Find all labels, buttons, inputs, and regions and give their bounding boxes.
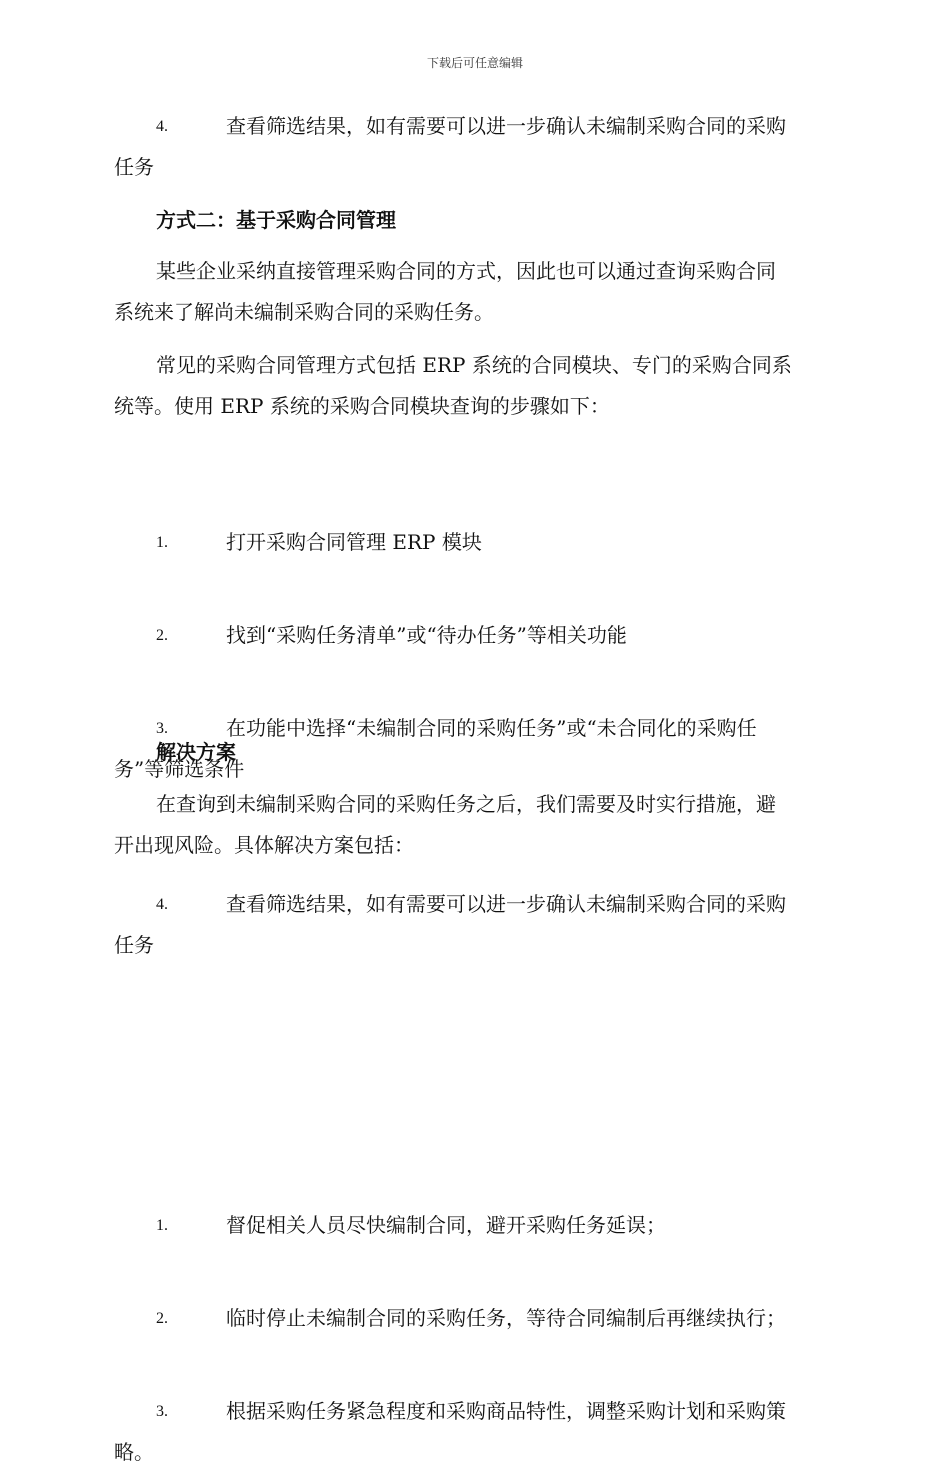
paragraph-line: 系统来了解尚未编制采购合同的采购任务。 — [114, 300, 494, 324]
page-header: 下载后可任意编辑 — [426, 56, 523, 70]
paragraph-line: 开出现风险。具体解决方案包括： — [114, 833, 414, 857]
list-text-continued: 任务 — [114, 933, 154, 957]
paragraph — [114, 251, 832, 333]
list-text-continued: 略。 — [114, 1440, 154, 1464]
list-item — [114, 1391, 832, 1473]
list-number: 3. — [156, 1403, 168, 1420]
list-number: 1. — [156, 1217, 168, 1234]
paragraph-line: 统等。使用 ERP 系统的采购合同模块查询的步骤如下： — [114, 394, 610, 418]
paragraph-line: 在查询到未编制采购合同的采购任务之后，我们需要及时实行措施，避 — [156, 792, 776, 816]
list-number: 2. — [156, 627, 168, 644]
list-text: 找到“采购任务清单”或“待办任务”等相关功能 — [226, 623, 627, 647]
paragraph — [114, 784, 832, 866]
list-item — [114, 615, 832, 656]
section-heading: 方式二：基于采购合同管理 — [156, 208, 396, 232]
list-number: 4. — [156, 896, 168, 913]
list-item — [114, 106, 832, 188]
list-item — [114, 1205, 832, 1246]
list-item — [114, 884, 832, 966]
list-text: 查看筛选结果，如有需要可以进一步确认未编制采购合同的采购 — [226, 114, 786, 138]
list-text: 督促相关人员尽快编制合同，避开采购任务延误； — [226, 1213, 666, 1237]
paragraph-line: 某些企业采纳直接管理采购合同的方式，因此也可以通过查询采购合同 — [156, 259, 776, 283]
list-number: 3. — [156, 720, 168, 737]
list-number: 2. — [156, 1310, 168, 1327]
list-item — [114, 1298, 832, 1339]
list-text-continued: 任务 — [114, 155, 154, 179]
list-number: 4. — [156, 118, 168, 135]
list-text: 根据采购任务紧急程度和采购商品特性，调整采购计划和采购策 — [226, 1399, 786, 1423]
list-number: 1. — [156, 534, 168, 551]
list-text: 打开采购合同管理 ERP 模块 — [226, 530, 482, 554]
section-heading: 解决方案 — [156, 740, 236, 764]
paragraph-line: 常见的采购合同管理方式包括 ERP 系统的合同模块、专门的采购合同系 — [156, 353, 792, 377]
list-text: 查看筛选结果，如有需要可以进一步确认未编制采购合同的采购 — [226, 892, 786, 916]
list-item — [114, 522, 832, 563]
list-text: 在功能中选择“未编制合同的采购任务”或“未合同化的采购任 — [226, 716, 757, 740]
list-text: 临时停止未编制合同的采购任务，等待合同编制后再继续执行； — [226, 1306, 786, 1330]
list-text-continued: 务”等筛选条件 — [114, 757, 245, 781]
paragraph — [114, 345, 832, 427]
